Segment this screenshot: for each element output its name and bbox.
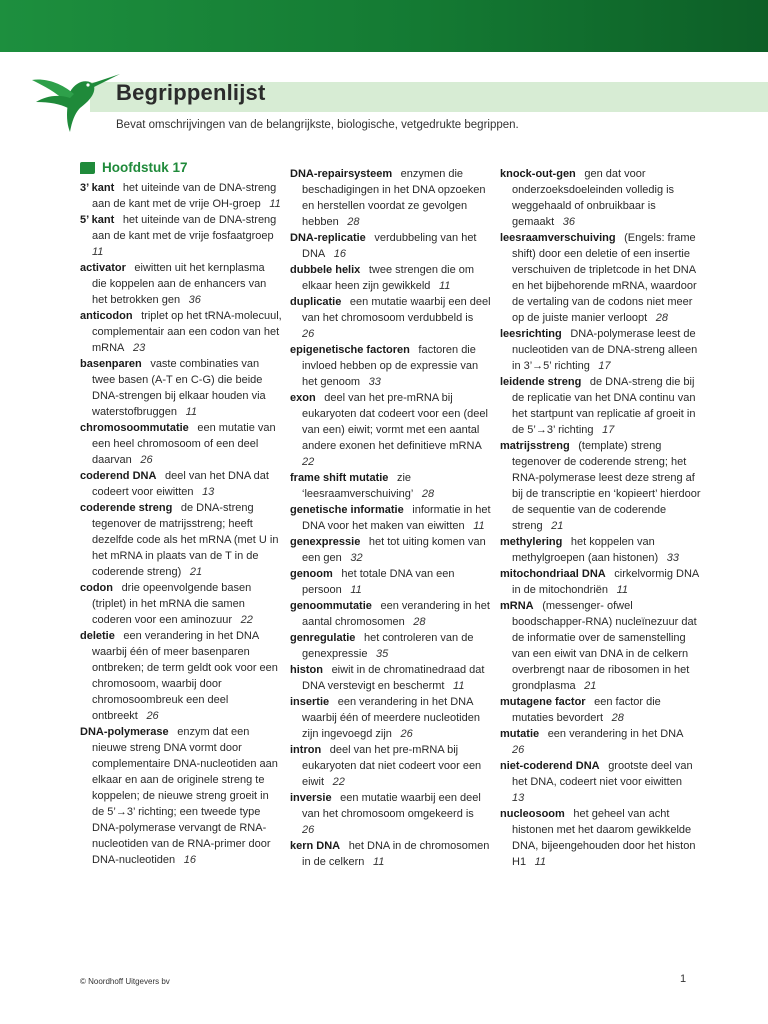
- glossary-definition: het geheel van acht histonen met het daarom gewikkelde DNA, bijeengehouden door het histon H1: [512, 808, 696, 868]
- glossary-entry: [500, 598, 702, 694]
- glossary-entry: [290, 742, 492, 790]
- glossary-term: mutagene factor: [500, 696, 586, 708]
- glossary-term: genetische informatie: [290, 504, 404, 516]
- glossary-definition: deel van het pre-mRNA bij eukaryoten dat codeert voor een (deel van een) eiwit; vormt met een aantal andere exonen het definitieve mRNA: [302, 392, 488, 452]
- glossary-definition: drie opeenvolgende basen (triplet) in het mRNA die samen coderen voor een aminozuur: [92, 582, 252, 626]
- footer-copyright: © Noordhoff Uitgevers bv: [80, 977, 170, 986]
- glossary-definition: het DNA in de chromosomen in de celkern: [302, 840, 490, 868]
- glossary-page-ref: 22: [240, 614, 253, 626]
- glossary-definition: vaste combinaties van twee basen (A-T en C-G) die beide DNA-strengen bij elkaar houden via waterstofbruggen: [92, 358, 266, 418]
- glossary-entry: [80, 628, 282, 724]
- glossary-definition: het controleren van de genexpressie: [302, 632, 474, 660]
- glossary-term: activator: [80, 262, 126, 274]
- glossary-page-ref: 26: [140, 454, 153, 466]
- glossary-entry: [290, 838, 492, 870]
- glossary-page-ref: 11: [185, 406, 197, 418]
- glossary-page-ref: 33: [666, 552, 679, 564]
- glossary-page-ref: 35: [376, 648, 389, 660]
- page-title: Begrippenlijst: [116, 80, 266, 105]
- glossary-term: codon: [80, 582, 113, 594]
- glossary-term: duplicatie: [290, 296, 342, 308]
- glossary-definition: triplet op het tRNA-molecuul, complementair aan een codon van het mRNA: [92, 310, 282, 354]
- glossary-page-ref: 11: [534, 856, 547, 868]
- glossary-term: nucleosoom: [500, 808, 565, 820]
- glossary-entry: [290, 390, 492, 470]
- glossary-entry: [290, 534, 492, 566]
- glossary-entry: [500, 726, 702, 758]
- glossary-entry: [80, 180, 282, 212]
- glossary-term: frame shift mutatie: [290, 472, 389, 484]
- glossary-page-ref: 26: [400, 728, 413, 740]
- glossary-definition: cirkelvormig DNA in de mitochondriën: [512, 568, 699, 596]
- glossary-term: DNA-repairsysteem: [290, 168, 393, 180]
- entries-col-3: [500, 166, 702, 870]
- glossary-page-ref: 23: [132, 342, 146, 354]
- glossary-definition: een mutatie waarbij een deel van het chromosoom verdubbeld is: [302, 296, 491, 324]
- glossary-page-ref: 17: [602, 424, 615, 436]
- glossary-term: anticodon: [80, 310, 133, 322]
- glossary-term: mitochondriaal DNA: [500, 568, 606, 580]
- glossary-entry: [500, 374, 702, 438]
- glossary-term: coderende streng: [80, 502, 173, 514]
- glossary-column-3: [500, 166, 702, 870]
- glossary-term: epigenetische factoren: [290, 344, 410, 356]
- glossary-definition: het koppelen van methylgroepen (aan histonen): [512, 536, 659, 564]
- glossary-entry: [500, 166, 702, 230]
- glossary-entry: [80, 212, 282, 260]
- glossary-page-ref: 13: [202, 486, 215, 498]
- glossary-term: mutatie: [500, 728, 540, 740]
- chapter-label: Hoofdstuk 17: [102, 160, 188, 175]
- glossary-page-ref: 11: [453, 680, 465, 692]
- glossary-entry: [290, 470, 492, 502]
- glossary-entry: [290, 230, 492, 262]
- glossary-entry: [500, 438, 702, 534]
- glossary-term: knock-out-gen: [500, 168, 576, 180]
- glossary-entry: [290, 790, 492, 838]
- chapter-heading: [80, 160, 282, 176]
- glossary-entry: [80, 500, 282, 580]
- glossary-entry: [500, 326, 702, 374]
- glossary-page-ref: 32: [350, 552, 363, 564]
- glossary-page-ref: 11: [92, 246, 104, 258]
- top-banner: [0, 0, 768, 52]
- glossary-column-2: [290, 166, 492, 870]
- glossary-page-ref: 11: [616, 584, 628, 596]
- glossary-definition: een verandering in het aantal chromosomen: [302, 600, 490, 628]
- glossary-term: methylering: [500, 536, 563, 548]
- glossary-definition: deel van het pre-mRNA bij eukaryoten dat niet codeert voor een eiwit: [302, 744, 482, 788]
- glossary-term: DNA-replicatie: [290, 232, 366, 244]
- glossary-page-ref: 33: [368, 376, 381, 388]
- glossary-entry: [290, 694, 492, 742]
- glossary-entry: [500, 534, 702, 566]
- page-number: 1: [680, 973, 687, 985]
- glossary-page-ref: 26: [302, 328, 315, 340]
- glossary-term: coderend DNA: [80, 470, 157, 482]
- page-subtitle: Bevat omschrijvingen van de belangrijkste, biologische, vetgedrukte begrippen.: [116, 119, 519, 131]
- glossary-entry: [500, 758, 702, 806]
- glossary-page-ref: 28: [655, 312, 668, 324]
- glossary-page-ref: 17: [598, 360, 611, 372]
- glossary-page-ref: 22: [332, 776, 345, 788]
- glossary-definition: een verandering in het DNA waarbij één of meerdere nucleotiden zijn ingevoegd zijn: [302, 696, 480, 740]
- glossary-definition: een mutatie van een heel chromosoom of een deel daarvan: [92, 422, 276, 466]
- glossary-term: niet-coderend DNA: [500, 760, 600, 772]
- glossary-definition: factoren die invloed hebben op de expressie van het genoom: [302, 344, 479, 388]
- glossary-definition: eiwit in de chromatinedraad dat DNA verstevigt en beschermt: [302, 664, 485, 692]
- glossary-term: genoom: [290, 568, 333, 580]
- glossary-term: leesrichting: [500, 328, 562, 340]
- hummingbird-logo-icon: [30, 62, 122, 134]
- glossary-entry: [290, 566, 492, 598]
- glossary-term: exon: [290, 392, 316, 404]
- glossary-page-ref: 11: [473, 520, 485, 532]
- glossary-term: inversie: [290, 792, 332, 804]
- glossary-term: dubbele helix: [290, 264, 361, 276]
- glossary-entry: [500, 694, 702, 726]
- glossary-definition: een mutatie waarbij een deel van het chromosoom omgekeerd is: [302, 792, 481, 820]
- glossary-definition: een verandering in het DNA waarbij één of meer basenparen ontbreken; de term geldt ook voor een chromosoom, waarbij door chromosoombreuk een deel ontbreekt: [92, 630, 278, 722]
- glossary-term: genregulatie: [290, 632, 356, 644]
- glossary-definition: de DNA-streng die bij de replicatie van het DNA continu van het startpunt van replicatie af groeit in de 5’→3’ richting: [512, 376, 696, 436]
- glossary-definition: enzymen die beschadigingen in het DNA opzoeken en herstellen voordat ze gevolgen hebben: [302, 168, 486, 228]
- glossary-page-ref: 28: [421, 488, 435, 500]
- glossary-entry: [290, 662, 492, 694]
- glossary-term: leesraamverschuiving: [500, 232, 616, 244]
- glossary-definition: het uiteinde van de DNA-streng aan de kant met de vrije OH-groep: [92, 182, 277, 210]
- glossary-term: insertie: [290, 696, 330, 708]
- glossary-definition: (template) streng tegenover de coderende streng; het RNA-polymerase leest deze streng af bij de transcriptie en ‘kopieert’ hierdoor de sequentie van de coderende streng: [512, 440, 701, 532]
- glossary-entry: [290, 166, 492, 230]
- glossary-term: leidende streng: [500, 376, 582, 388]
- glossary-term: deletie: [80, 630, 115, 642]
- glossary-page-ref: 22: [302, 456, 315, 468]
- glossary-page-ref: 11: [372, 856, 385, 868]
- glossary-entry: [290, 294, 492, 342]
- glossary-definition: informatie in het DNA voor het maken van eiwitten: [302, 504, 491, 532]
- glossary-definition: DNA-polymerase leest de nucleotiden van de DNA-streng alleen in 3’→5’ richting: [512, 328, 698, 372]
- glossary-page-ref: 21: [584, 680, 597, 692]
- glossary-term: basenparen: [80, 358, 142, 370]
- glossary-definition: een verandering in het DNA: [547, 728, 684, 740]
- glossary-page-ref: 11: [269, 198, 281, 210]
- glossary-entry: [500, 566, 702, 598]
- glossary-page-ref: 13: [512, 792, 525, 804]
- glossary-entry: [290, 342, 492, 390]
- glossary-definition: het uiteinde van de DNA-streng aan de kant met de vrije fosfaatgroep: [92, 214, 277, 242]
- glossary-page-ref: 11: [350, 584, 362, 596]
- glossary-term: chromosoommutatie: [80, 422, 189, 434]
- glossary-definition: (messenger- ofwel boodschapper-RNA) nucleïnezuur dat de informatie over de samenstelling van een eiwit van DNA in de celkern overbrengt naar de ribosomen in het grondplasma: [512, 600, 697, 692]
- entries-col-1: [80, 180, 282, 868]
- glossary-page-ref: 16: [333, 248, 347, 260]
- glossary-page-ref: 28: [413, 616, 426, 628]
- glossary-page-ref: 26: [512, 744, 525, 756]
- glossary-entry: [80, 420, 282, 468]
- glossary-definition: het tot uiting komen van een gen: [302, 536, 486, 564]
- glossary-entry: [500, 806, 702, 870]
- glossary-entry: [80, 356, 282, 420]
- glossary-definition: de DNA-streng tegenover de matrijsstreng; heeft dezelfde code als het mRNA (met U in het mRNA in plaats van de T in de coderende streng): [92, 502, 279, 578]
- glossary-definition: het totale DNA van een persoon: [302, 568, 455, 596]
- glossary-page-ref: 21: [189, 566, 203, 578]
- glossary-definition: een factor die mutaties bevordert: [512, 696, 661, 724]
- glossary-term: histon: [290, 664, 323, 676]
- glossary-entry: [80, 580, 282, 628]
- glossary-term: 5’ kant: [80, 214, 115, 226]
- glossary-entry: [80, 468, 282, 500]
- glossary-page-ref: 26: [302, 824, 315, 836]
- glossary-entry: [80, 308, 282, 356]
- green-square-icon: [80, 162, 95, 174]
- glossary-page-ref: 11: [438, 280, 451, 292]
- glossary-term: mRNA: [500, 600, 534, 612]
- glossary-term: matrijsstreng: [500, 440, 570, 452]
- glossary-entry: [80, 260, 282, 308]
- glossary-page-ref: 16: [183, 854, 196, 866]
- glossary-page-ref: 26: [146, 710, 159, 722]
- glossary-term: 3’ kant: [80, 182, 115, 194]
- glossary-definition: gen dat voor onderzoeksdoeleinden volledig is weggehaald of onbruikbaar is gemaakt: [512, 168, 675, 228]
- glossary-page-ref: 21: [551, 520, 564, 532]
- glossary-page-ref: 28: [611, 712, 624, 724]
- glossary-definition: deel van het DNA dat codeert voor eiwitten: [92, 470, 269, 498]
- glossary-term: kern DNA: [290, 840, 341, 852]
- glossary-term: genoommutatie: [290, 600, 372, 612]
- glossary-definition: twee strengen die om elkaar heen zijn gewikkeld: [302, 264, 475, 292]
- glossary-entry: [290, 598, 492, 630]
- glossary-entry: [80, 724, 282, 868]
- glossary-term: DNA-polymerase: [80, 726, 169, 738]
- glossary-page-ref: 36: [562, 216, 576, 228]
- glossary-definition: (Engels: frame shift) door een deletie of een insertie verschuiven de tripletcode in het DNA en het bijbehorende mRNA, waardoor de vertaling van de codons niet meer op de juiste manier verloopt: [512, 232, 697, 324]
- glossary-column-1: [80, 160, 282, 868]
- entries-col-2: [290, 166, 492, 870]
- glossary-term: genexpressie: [290, 536, 361, 548]
- glossary-page-ref: 28: [347, 216, 360, 228]
- glossary-definition: enzym dat een nieuwe streng DNA vormt door complementaire DNA-nucleotiden aan elkaar en aan de originele streng te koppelen; de nieuwe streng groeit in de 5’→3’ richting; een tweede type DNA-polymerase vervangt de RNA-nucleotiden van de RNA-primer door DNA-nucleotiden: [92, 726, 278, 866]
- glossary-definition: verdubbeling van het DNA: [302, 232, 477, 260]
- glossary-entry: [290, 262, 492, 294]
- glossary-entry: [290, 630, 492, 662]
- glossary-entry: [290, 502, 492, 534]
- glossary-page-ref: 36: [188, 294, 201, 306]
- glossary-term: intron: [290, 744, 322, 756]
- glossary-definition: grootste deel van het DNA, codeert niet voor eiwitten: [512, 760, 693, 788]
- glossary-entry: [500, 230, 702, 326]
- glossary-definition: eiwitten uit het kernplasma die koppelen aan de enhancers van het betrokken gen: [92, 262, 267, 306]
- glossary-definition: zie ‘leesraamverschuiving’: [302, 472, 414, 500]
